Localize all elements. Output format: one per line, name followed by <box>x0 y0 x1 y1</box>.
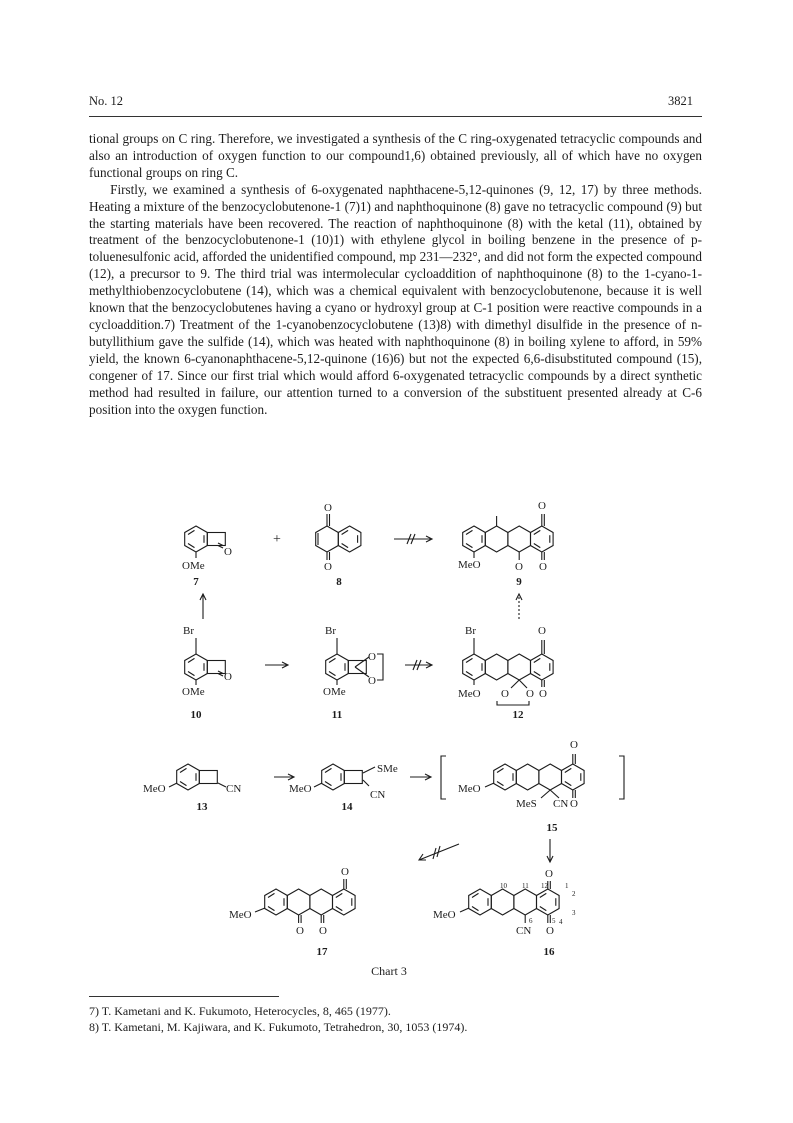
arrow-10-to-7 <box>200 594 206 619</box>
running-header-issue: No. 12 <box>89 94 124 108</box>
compound-17-structure <box>255 879 355 923</box>
label-O: O <box>324 561 332 573</box>
label-O: O <box>538 625 546 637</box>
label-O: O <box>368 675 376 687</box>
locant-3: 3 <box>572 909 576 917</box>
arrow-15-to-16 <box>547 839 553 862</box>
compound-number-10: 10 <box>190 709 202 721</box>
footnote-7: 7) T. Kametani and K. Fukumoto, Heterocycles, 8, 465 (1977). <box>89 1004 391 1018</box>
label-O: O <box>538 500 546 512</box>
compound-number-13: 13 <box>196 801 208 813</box>
compound-13-structure <box>169 764 226 790</box>
blocked-arrow <box>394 534 432 544</box>
label-O: O <box>224 671 232 683</box>
paragraph-1: tional groups on C ring. Therefore, we investigated a synthesis of the C ring-oxygenated tetracyclic compounds and also an introduction of oxygen function to our compound1,6) obtained previously, all of which have no oxygen functional groups on ring C. <box>89 131 702 180</box>
label-O: O <box>570 739 578 751</box>
reaction-arrow <box>274 774 294 780</box>
compound-number-12: 12 <box>512 709 524 721</box>
dotted-arrow-12-to-9 <box>516 594 522 619</box>
label-MeO: MeO <box>458 559 481 571</box>
label-O: O <box>324 502 332 514</box>
compound-14-structure <box>314 764 375 790</box>
compound-7-structure <box>185 526 226 558</box>
footnote-8: 8) T. Kametani, M. Kajiwara, and K. Fukumoto, Tetrahedron, 30, 1053 (1974). <box>89 1020 468 1034</box>
label-MeO: MeO <box>143 783 166 795</box>
label-Br: Br <box>325 625 336 637</box>
locant-1: 1 <box>565 882 569 890</box>
label-SMe: SMe <box>377 763 398 775</box>
label-CN: CN <box>553 798 569 810</box>
label-O: O <box>546 925 554 937</box>
label-O: O <box>526 688 534 700</box>
compound-15-structure <box>485 754 584 798</box>
compound-9-structure <box>463 514 553 560</box>
footnote-rule <box>89 996 279 997</box>
label-OMe: OMe <box>323 686 346 698</box>
label-MeO: MeO <box>289 783 312 795</box>
header-rule <box>89 116 702 117</box>
locant-5: 5 <box>552 917 556 925</box>
label-O: O <box>319 925 327 937</box>
label-O: O <box>368 651 376 663</box>
label-CN: CN <box>226 783 242 795</box>
blocked-arrow <box>405 660 432 670</box>
label-MeO: MeO <box>433 909 456 921</box>
label-O: O <box>539 561 547 573</box>
label-CN: CN <box>516 925 532 937</box>
chart-caption: Chart 3 <box>371 964 407 978</box>
locant-10: 10 <box>500 882 507 890</box>
label-MeS: MeS <box>516 798 537 810</box>
label-CN: CN <box>370 789 386 801</box>
compound-number-7: 7 <box>193 576 199 588</box>
reaction-arrow <box>265 662 288 668</box>
reaction-arrow <box>410 774 431 780</box>
label-MeO: MeO <box>458 688 481 700</box>
locant-2: 2 <box>572 890 576 898</box>
compound-number-16: 16 <box>543 946 555 958</box>
label-O: O <box>539 688 547 700</box>
compound-number-9: 9 <box>516 576 522 588</box>
compound-number-17: 17 <box>316 946 328 958</box>
label-O: O <box>296 925 304 937</box>
label-Br: Br <box>465 625 476 637</box>
compound-10-structure <box>185 638 226 685</box>
label-O: O <box>570 798 578 810</box>
compound-number-15: 15 <box>546 822 558 834</box>
label-OMe: OMe <box>182 560 205 572</box>
plus-sign: + <box>273 532 281 547</box>
blocked-arrow-15-to-17 <box>419 844 459 860</box>
body-text <box>89 131 702 418</box>
locant-11: 11 <box>522 882 529 890</box>
label-Br: Br <box>183 625 194 637</box>
compound-number-14: 14 <box>341 801 353 813</box>
chart-3-scheme <box>89 494 649 984</box>
label-MeO: MeO <box>458 783 481 795</box>
page-number: 3821 <box>668 94 693 108</box>
label-O: O <box>545 868 553 880</box>
compound-number-8: 8 <box>336 576 342 588</box>
label-O: O <box>224 546 232 558</box>
locant-4: 4 <box>559 918 563 926</box>
paragraph-2: Firstly, we examined a synthesis of 6-oxygenated naphthacene-5,12-quinones (9, 12, 17) by three methods. Heating a mixture of the benzocyclobutenone-1 (7)1) and naphthoquinone (8) gave no tetracyclic compound (9) but the starting materials have been recovered. The reaction of naphthoquinone (8) with the ketal (11), obtained by treatment of the benzocyclobutenone-1 (10)1) with ethylene glycol in boiling benzene in the presence of p-toluenesulfonic acid, afforded the unidentified compound, mp 231—232°, and did not form the expected compound (12), a precursor to 9. The third trial was intermolecular cycloaddition of naphthoquinone (8) to the 1-cyano-1-methylthiobenzocyclobutene (14), which was a chemical equivalent with benzocyclobutenone, because it is well known that the benzocyclobutenes having a cyano or hydroxyl group at C-1 position were reactive compounds in a cycloaddition.7) Treatment of the 1-cyanobenzocyclobutene (13)8) with dimethyl disulfide in the presence of n-butyllithium gave the sulfide (14), which was heated with naphthoquinone (8) in boiling xylene to afford, in 59% yield, the known 6-cyanonaphthacene-5,12-quinone (16)6) but not the expected 6,6-disubstituted compound (15), congener of 17. Since our first trial which would afford 6-oxygenated tetracyclic compounds by a direct synthetic method had resulted in failure, our attention turned to a conversion of the substituent presented already at C-6 position into the oxygen function. <box>89 181 702 417</box>
locant-12: 12 <box>541 882 548 890</box>
compound-number-11: 11 <box>331 709 343 721</box>
locant-6: 6 <box>529 917 533 925</box>
label-O: O <box>515 561 523 573</box>
label-O: O <box>501 688 509 700</box>
label-O: O <box>341 866 349 878</box>
label-OMe: OMe <box>182 686 205 698</box>
label-MeO: MeO <box>229 909 252 921</box>
compound-8-structure <box>316 514 361 560</box>
